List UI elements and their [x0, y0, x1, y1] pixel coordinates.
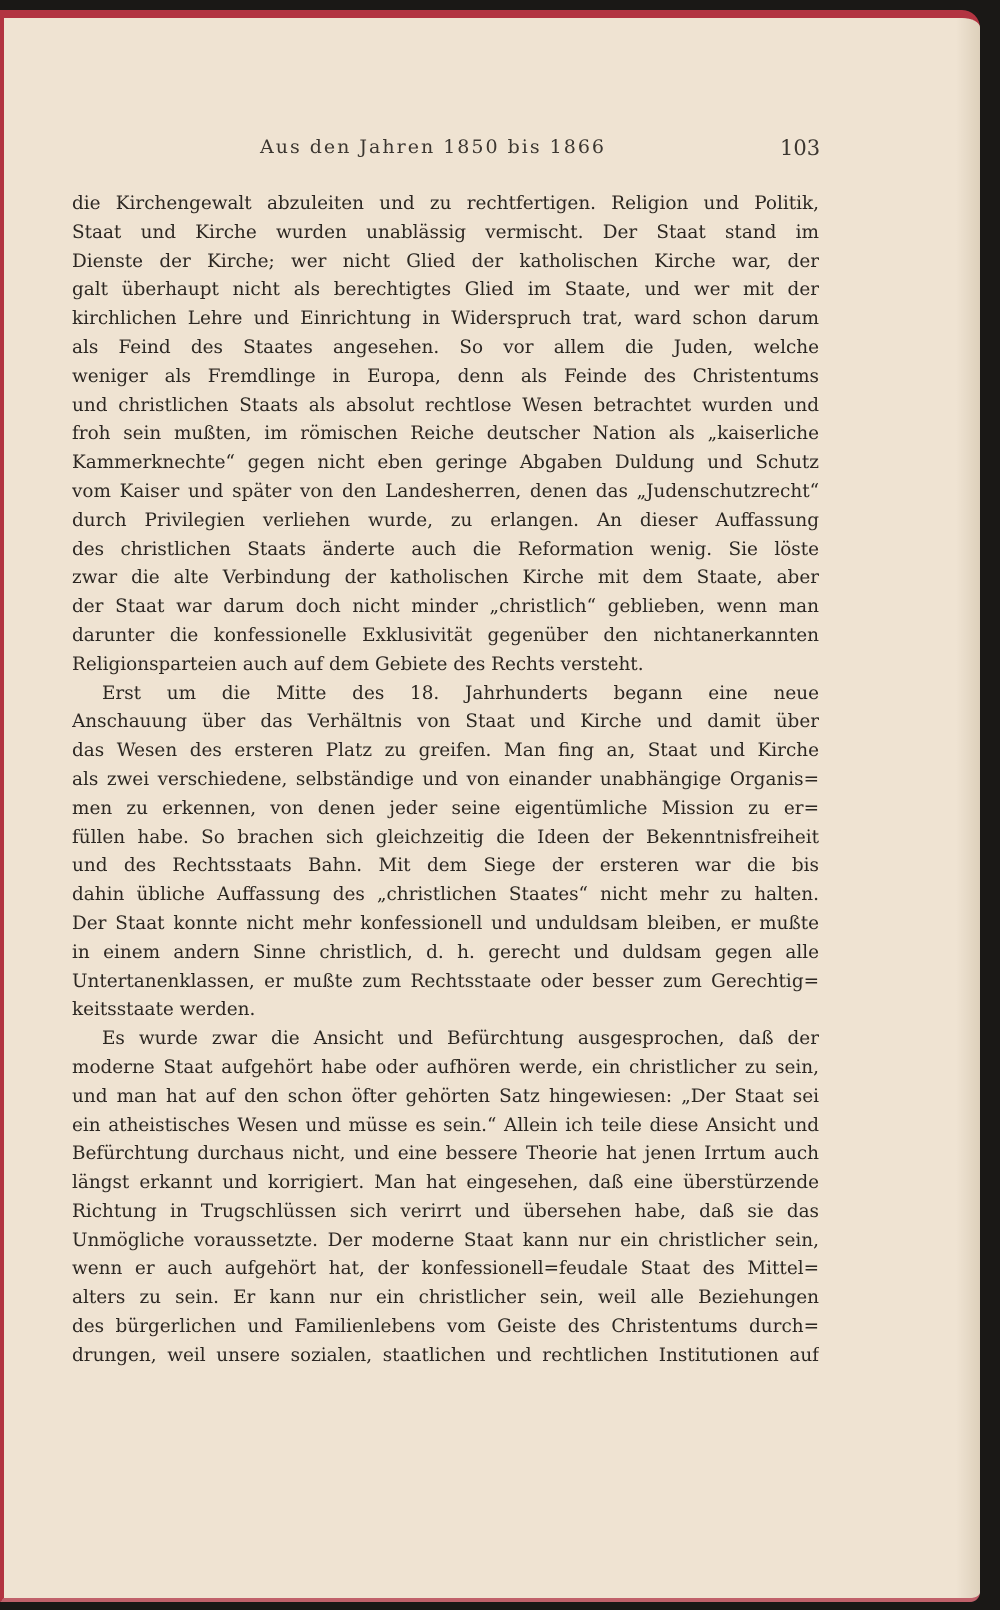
text-line: in einem andern Sinne christlich, d. h. gerecht und duldsam gegen alle: [72, 941, 819, 963]
body-text: [72, 190, 819, 1371]
text-line: durch Privilegien verliehen wurde, zu erlangen. An dieser Auffassung: [72, 509, 819, 531]
text-line: Befürchtung durchaus nicht, und eine bessere Theorie hat jenen Irrtum auch: [72, 1143, 819, 1165]
page-edge-shadow: [956, 18, 980, 1598]
text-line: froh sein mußten, im römischen Reiche deutscher Nation als „kaiserliche: [72, 423, 819, 445]
text-line: darunter die konfessionelle Exklusivität gegenüber den nichtanerkannten: [72, 624, 819, 646]
book-page: [0, 10, 980, 1602]
text-line: Dienste der Kirche; wer nicht Glied der katholischen Kirche war, der: [72, 250, 819, 272]
text-line: die Kirchengewalt abzuleiten und zu rechtfertigen. Religion und Politik,: [72, 193, 819, 214]
text-line: und man hat auf den schon öfter gehörten Satz hingewiesen: „Der Staat sei: [72, 1085, 819, 1107]
text-line: und christlichen Staats als absolut rechtlose Wesen betrachtet wurden und: [72, 394, 819, 416]
text-line: vom Kaiser und später von den Landesherren, denen das „Judenschutzrecht“: [72, 480, 819, 502]
text-line: das Wesen des ersteren Platz zu greifen. Man fing an, Staat und Kirche: [72, 740, 819, 762]
text-line: drungen, weil unsere sozialen, staatlichen und rechtlichen Institutionen auf: [72, 1344, 819, 1366]
text-line: zwar die alte Verbindung der katholischen Kirche mit dem Staate, aber: [72, 567, 819, 589]
text-line: Anschauung über das Verhältnis von Staat und Kirche und damit über: [72, 711, 819, 733]
text-line: keitsstaate werden.: [72, 999, 256, 1021]
text-line: Unmögliche voraussetzte. Der moderne Staat kann nur ein christlicher sein,: [72, 1229, 819, 1251]
text-line: Religionsparteien auch auf dem Gebiete des Rechts versteht.: [72, 653, 644, 675]
text-line: Richtung in Trugschlüssen sich verirrt und übersehen habe, daß sie das: [72, 1200, 819, 1222]
text-line: weniger als Fremdlinge in Europa, denn als Feinde des Christentums: [72, 365, 819, 387]
text-line: als zwei verschiedene, selbständige und von einander unabhängige Organis=: [72, 768, 819, 790]
text-line: moderne Staat aufgehört habe oder aufhören werde, ein christlicher zu sein,: [72, 1056, 819, 1078]
text-line: dahin übliche Auffassung des „christlichen Staates“ nicht mehr zu halten.: [72, 884, 819, 906]
text-line: der Staat war darum doch nicht minder „christlich“ geblieben, wenn man: [72, 596, 819, 618]
text-line: Staat und Kirche wurden unablässig vermischt. Der Staat stand im: [72, 221, 819, 243]
text-line: alters zu sein. Er kann nur ein christlicher sein, weil alle Beziehungen: [72, 1287, 819, 1309]
text-line: füllen habe. So brachen sich gleichzeitig die Ideen der Bekenntnisfreiheit: [72, 826, 819, 848]
text-line: ein atheistisches Wesen und müsse es sein.“ Allein ich teile diese Ansicht und: [72, 1114, 819, 1136]
text-line: men zu erkennen, von denen jeder seine eigentümliche Mission zu er=: [72, 797, 819, 819]
text-line: Kammerknechte“ gegen nicht eben geringe Abgaben Duldung und Schutz: [72, 452, 819, 474]
text-line: des christlichen Staats änderte auch die Reformation wenig. Sie löste: [72, 538, 819, 560]
text-line: des bürgerlichen und Familienlebens vom Geiste des Christentums durch=: [72, 1316, 819, 1338]
text-line: Untertanenklassen, er mußte zum Rechtsstaate oder besser zum Gerechtig=: [72, 970, 819, 992]
running-head: Aus den Jahren 1850 bis 1866: [260, 136, 606, 158]
text-line: und des Rechtsstaats Bahn. Mit dem Siege der ersteren war die bis: [72, 855, 819, 877]
text-line: galt überhaupt nicht als berechtigtes Glied im Staate, und wer mit der: [72, 279, 819, 301]
text-line: längst erkannt und korrigiert. Man hat eingesehen, daß eine überstürzende: [72, 1172, 819, 1194]
text-line: Erst um die Mitte des 18. Jahrhunderts begann eine neue: [102, 682, 819, 704]
text-line: Der Staat konnte nicht mehr konfessionell und unduldsam bleiben, er mußte: [72, 912, 819, 934]
text-line: als Feind des Staates angesehen. So vor allem die Juden, welche: [72, 336, 819, 358]
text-line: wenn er auch aufgehört hat, der konfessionell=feudale Staat des Mittel=: [72, 1258, 819, 1280]
text-line: kirchlichen Lehre und Einrichtung in Widerspruch trat, ward schon darum: [72, 308, 819, 330]
page-number: 103: [780, 136, 821, 160]
text-line: Es wurde zwar die Ansicht und Befürchtung ausgesprochen, daß der: [102, 1028, 819, 1050]
